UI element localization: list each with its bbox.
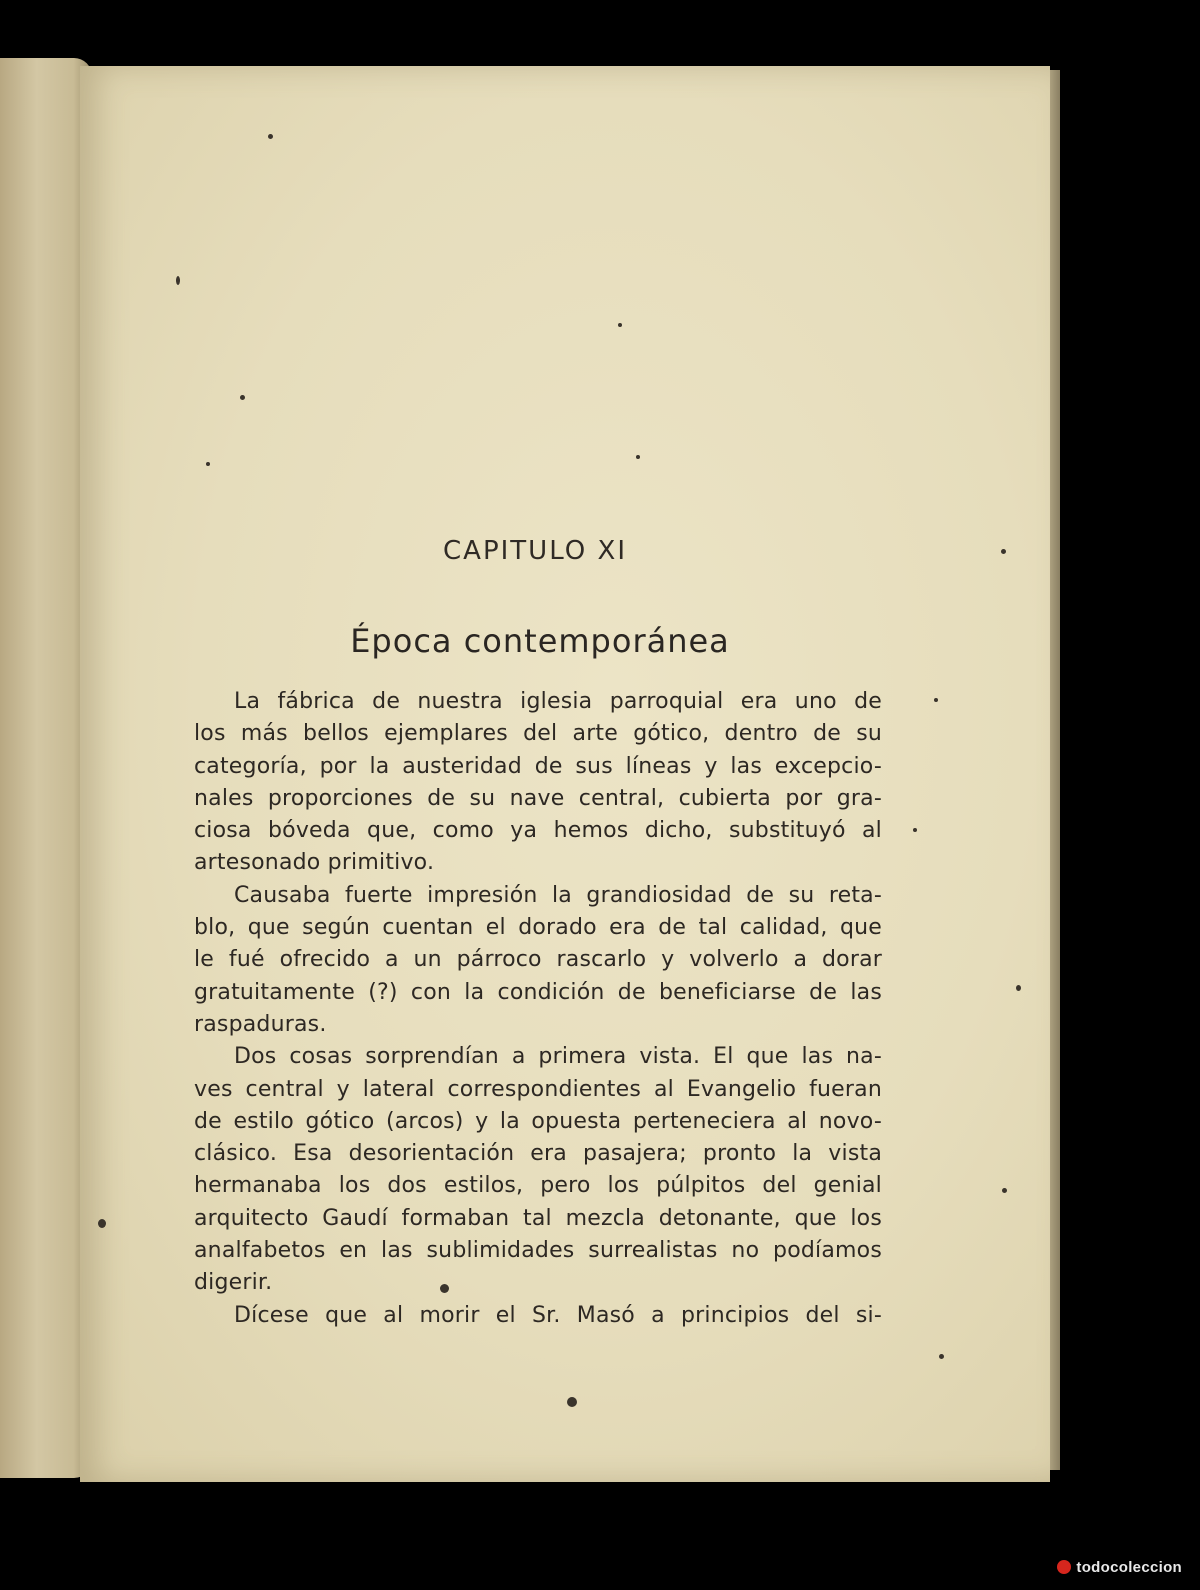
ink-speck <box>567 1397 577 1407</box>
body-line: raspaduras. <box>194 1011 327 1037</box>
body-line: le fué ofrecido a un párroco rascarlo y volverlo a dorar <box>194 947 882 973</box>
body-line: los más bellos ejemplares del arte gótico, dentro de su <box>194 721 882 747</box>
body-line: de estilo gótico (arcos) y la opuesta perteneciera al novo- <box>194 1108 882 1134</box>
chapter-heading: CAPITULO XI <box>443 536 627 566</box>
body-line: hermanaba los dos estilos, pero los púlpitos del genial <box>194 1173 882 1199</box>
watermark <box>1057 1559 1182 1576</box>
chapter-title: Época contemporánea <box>350 622 730 660</box>
body-line: ciosa bóveda que, como ya hemos dicho, substituyó al <box>194 818 882 844</box>
ink-speck <box>934 698 938 702</box>
ink-speck <box>206 462 210 466</box>
watermark-text: todocoleccion <box>1076 1559 1182 1576</box>
body-line: digerir. <box>194 1270 273 1296</box>
body-line: ves central y lateral correspondientes al Evangelio fueran <box>194 1076 882 1102</box>
body-line: nales proporciones de su nave central, cubierta por gra- <box>194 785 882 811</box>
ink-speck <box>98 1219 106 1228</box>
body-line: La fábrica de nuestra iglesia parroquial era uno de <box>234 689 882 714</box>
body-line: artesonado primitivo. <box>194 850 435 876</box>
body-line: arquitecto Gaudí formaban tal mezcla detonante, que los <box>194 1205 882 1231</box>
watermark-logo-icon <box>1057 1560 1071 1574</box>
ink-speck <box>1016 985 1021 991</box>
body-line: Dos cosas sorprendían a primera vista. El que las na- <box>234 1044 882 1070</box>
ink-speck <box>176 276 180 285</box>
ink-speck <box>636 455 640 459</box>
ink-speck <box>240 395 245 400</box>
ink-speck <box>618 323 622 327</box>
body-line: Causaba fuerte impresión la grandiosidad de su reta- <box>234 882 882 908</box>
body-line: Dícese que al morir el Sr. Masó a principios del si- <box>234 1302 882 1328</box>
body-line: categoría, por la austeridad de sus líneas y las excepcio- <box>194 753 882 779</box>
left-page-edge <box>0 58 92 1478</box>
body-line: gratuitamente (?) con la condición de beneficiarse de las <box>194 979 882 1005</box>
ink-speck <box>939 1354 944 1359</box>
body-line: analfabetos en las sublimidades surrealistas no podíamos <box>194 1238 882 1264</box>
ink-speck <box>1002 1188 1007 1193</box>
body-text <box>194 686 882 1332</box>
ink-speck <box>268 134 273 139</box>
ink-speck <box>913 828 917 832</box>
body-line: blo, que según cuentan el dorado era de tal calidad, que <box>194 915 882 941</box>
body-line: clásico. Esa desorientación era pasajera; pronto la vista <box>194 1141 882 1167</box>
